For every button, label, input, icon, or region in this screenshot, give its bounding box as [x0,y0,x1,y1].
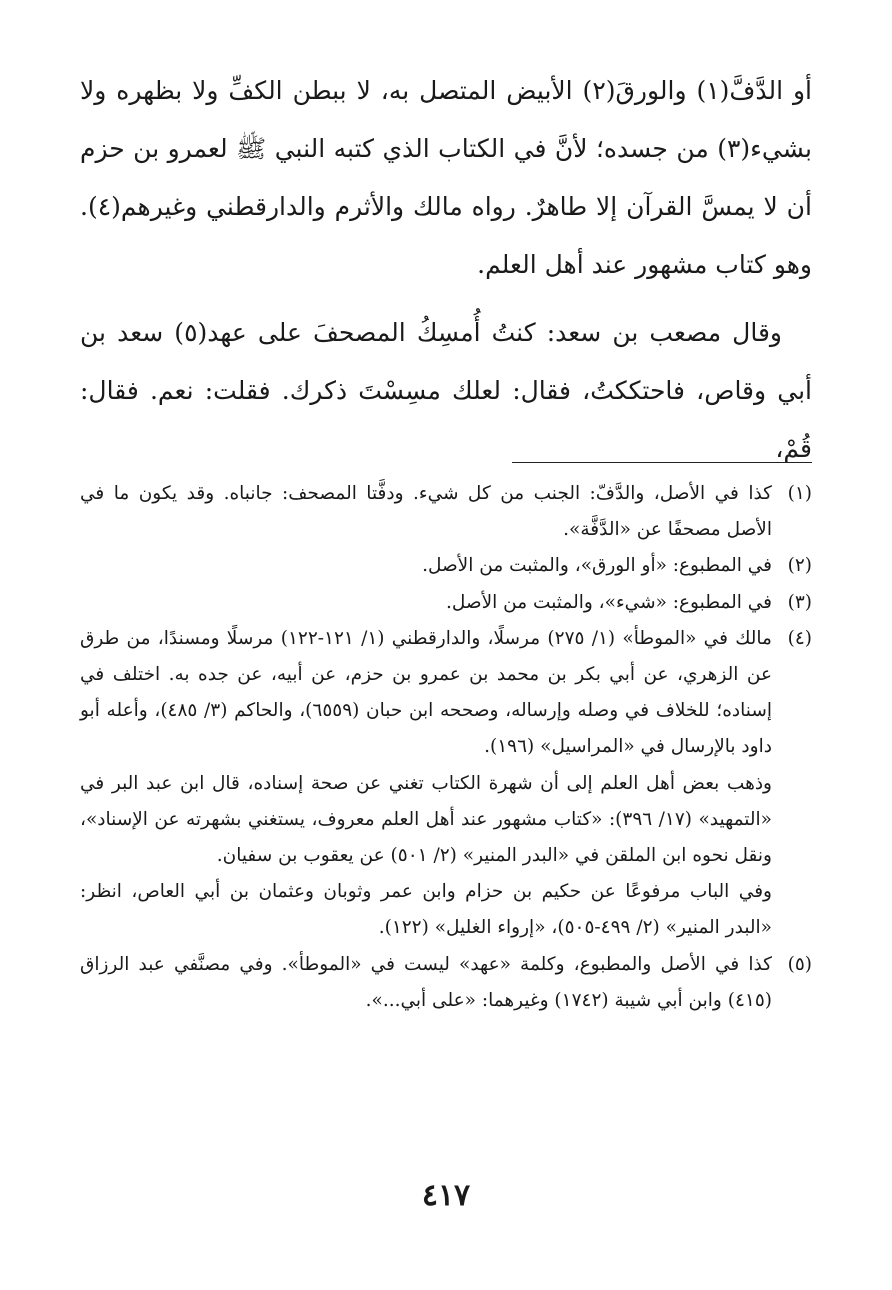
footnote-text [80,585,772,621]
footnote-text [80,621,772,947]
footnote [80,585,812,621]
main-text [80,62,812,478]
footnote-number: (١) [787,483,812,504]
main-paragraph-1: أو الدَّفَّ(١) والورقَ(٢) الأبيض المتصل به، لا ببطن الكفِّ ولا بظهره ولا بشيء(٣) من جسده؛ لأنَّ في الكتاب الذي كتبه النبي ﷺ لعمرو بن حزم أن لا يمسَّ القرآن إلا طاهرٌ. رواه مالك والأثرم والدارقطني وغيرهم(٤). وهو كتاب مشهور عند أهل العلم. [80,76,812,279]
footnote-text [80,476,772,548]
footnote-paragraph: كذا في الأصل والمطبوع، وكلمة «عهد» ليست في «الموطأ». وفي مصنَّفي عبد الرزاق (٤١٥) وابن أبي شيبة (١٧٤٢) وغيرهما: «على أبي...». [80,953,772,1011]
footnote [80,476,812,548]
footnote-number: (٢) [787,555,812,577]
footnote-paragraph: مالك في «الموطأ» (١/ ٢٧٥) مرسلًا، والدارقطني (١/ ١٢١-١٢٢) مرسلًا ومسندًا، من طرق عن الزهري، عن أبي بكر بن محمد بن عمرو بن حزم، عن أبيه، عن جده به. اختلف في إسناده؛ للخلاف في وصله وإرساله، وصححه ابن حبان (٦٥٥٩)، والحاكم (٣/ ٤٨٥)، وأعله أبو داود بالإرسال في «المراسيل» (١٩٦). [80,627,773,758]
footnote-separator [512,462,812,463]
footnote-paragraph: وفي الباب مرفوعًا عن حكيم بن حزام وابن عمر وثوبان وعثمان بن أبي العاص، انظر: «البدر المنير» (٢/ ٤٩٩-٥٠٥)، «إرواء الغليل» (١٢٢). [80,881,772,939]
footnote-text [80,548,772,584]
footnote-number: (٣) [787,591,812,613]
footnote [80,947,812,1019]
page-number: ٤١٧ [421,1178,471,1213]
footnote-text [80,947,772,1019]
footnote-paragraph: كذا في الأصل، والدَّفّ: الجنب من كل شيء. ودفَّتا المصحف: جانباه. وقد يكون ما في الأصل مصحفًا عن «الدَّفَّة». [80,483,772,541]
footnote-paragraph: وذهب بعض أهل العلم إلى أن شهرة الكتاب تغني عن صحة إسناده، قال ابن عبد البر في «التمهيد» (١٧/ ٣٩٦): «كتاب مشهور عند أهل العلم معروف، يستغني بشهرته عن الإسناد»، ونقل نحوه ابن الملقن في «البدر المنير» (٢/ ٥٠١) عن يعقوب بن سفيان. [80,772,772,867]
footnote-number: (٥) [787,953,812,975]
footnote-paragraph: في المطبوع: «أو الورق»، والمثبت من الأصل. [422,555,772,577]
footnotes [80,476,812,1019]
main-paragraph-2: وقال مصعب بن سعد: كنتُ أُمسِكُ المصحفَ على عهد(٥) سعد بن أبي وقاص، فاحتككتُ، فقال: لعلك مسِسْتَ ذكرك. فقلت: نعم. فقال: قُمْ، [80,318,812,463]
footnote-number: (٤) [787,627,812,649]
footnote [80,548,812,584]
footnote [80,621,812,947]
footnote-paragraph: في المطبوع: «شيء»، والمثبت من الأصل. [446,591,772,613]
